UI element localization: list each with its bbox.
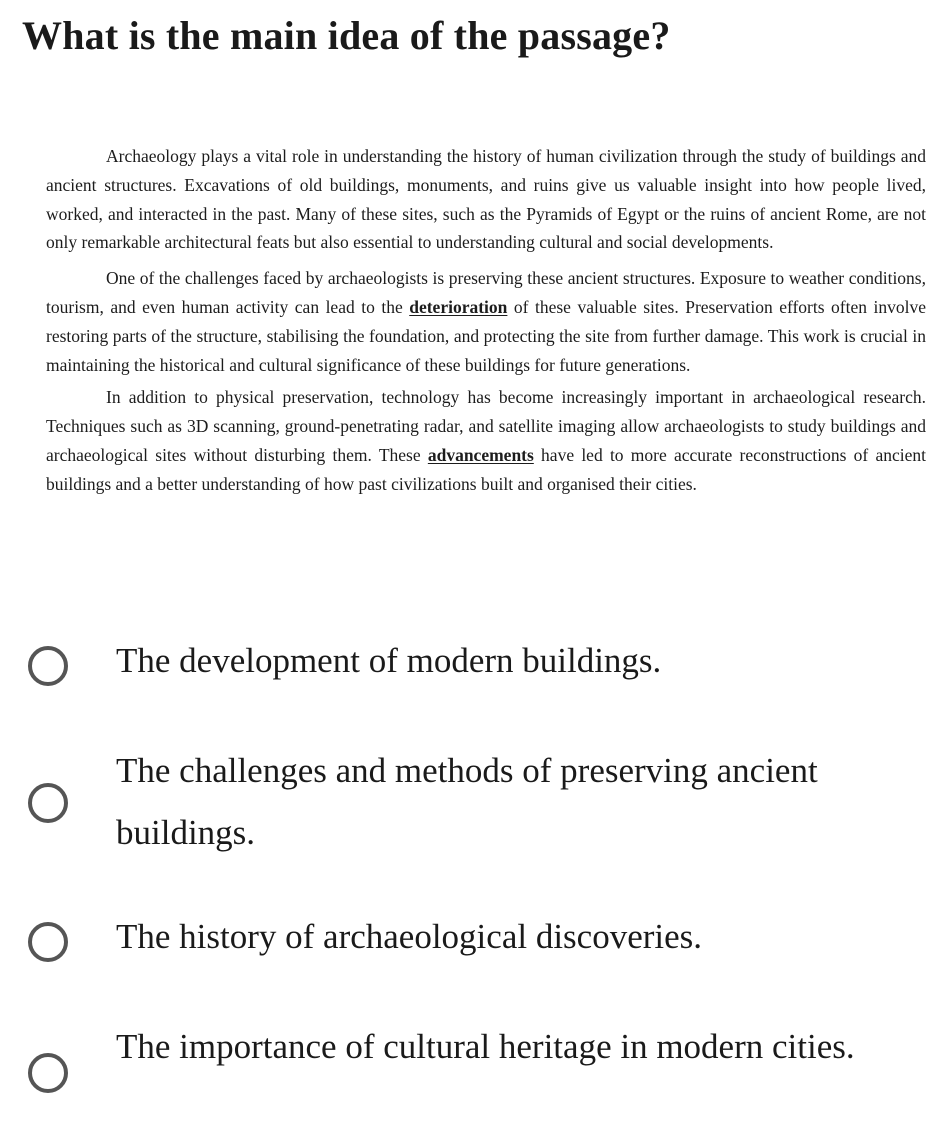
vocab-word-deterioration: deterioration — [409, 296, 508, 317]
answer-option-4[interactable] — [24, 1016, 904, 1144]
paragraph-3-text-after: have led to more accurate reconstructions of ancient buildings and a better understanding of how past civilizations built and organised their cities. — [46, 444, 926, 494]
paragraph-2-text-before: One of the challenges faced by archaeologists is preserving these ancient structures. Exposure to weather conditions, tourism, and even human activity can lead to the — [46, 268, 926, 317]
answer-option-2-label: The challenges and methods of preserving ancient buildings. — [116, 751, 818, 852]
question-title: What is the main idea of the passage? — [22, 13, 671, 58]
radio-button-icon[interactable] — [28, 646, 68, 686]
answer-option-1[interactable] — [24, 630, 904, 700]
radio-button-icon[interactable] — [28, 783, 68, 823]
radio-button-icon[interactable] — [28, 922, 68, 962]
vocab-word-advancements: advancements — [427, 444, 534, 465]
answer-option-1-label: The development of modern buildings. — [116, 641, 662, 680]
paragraph-1-text: Archaeology plays a vital role in understanding the history of human civilization through the study of buildings and ancient structures. Excavations of old buildings, monuments, and ruins give us valuable insight into how people lived, worked, and interacted in the past. Many of these sites, such as the Pyramids of Egypt or the ruins of ancient Rome, are not only remarkable architectural feats but also essential to understanding cultural and social developments. — [46, 146, 926, 253]
answer-option-2[interactable] — [24, 740, 904, 870]
answer-option-3[interactable] — [24, 906, 904, 976]
answer-option-3-label: The history of archaeological discoveries. — [116, 917, 703, 956]
paragraph-2-text-after: of these valuable sites. Preservation efforts often involve restoring parts of the structure, stabilising the foundation, and protecting the site from further damage. This work is crucial in maintaining the historical and cultural significance of these buildings for future generations. — [46, 296, 927, 375]
answer-option-4-label: The importance of cultural heritage in modern cities. — [116, 1027, 855, 1066]
paragraph-3-text-before: In addition to physical preservation, technology has become increasingly important in archaeological research. Techniques such as 3D scanning, ground-penetrating radar, and satellite imaging allow archaeologists to study buildings and archaeological sites without disturbing them. These — [46, 387, 926, 465]
radio-button-icon[interactable] — [28, 1053, 68, 1093]
